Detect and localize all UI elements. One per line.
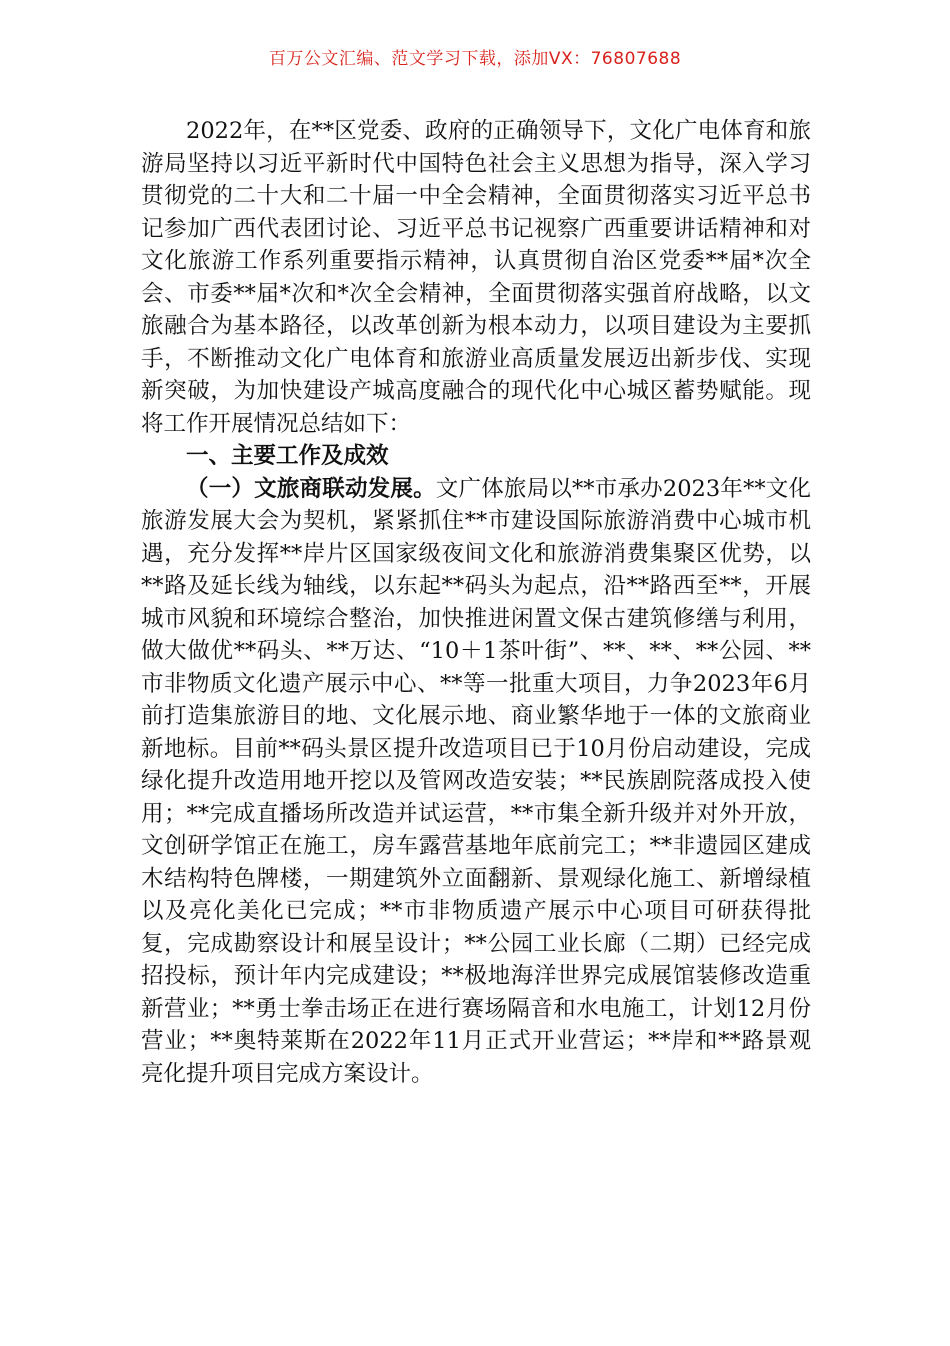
section-heading: 一、主要工作及成效: [186, 443, 389, 469]
subsection-text: 文广体旅局以**市承办2023年**文化旅游发展大会为契机，紧紧抓住**市建设国际旅游消费中心城市机遇，充分发挥**岸片区国家级夜间文化和旅游消费集聚区优势，以**路及延长线为轴线，以东起**码头为起点，沿**路西至**，开展城市风貌和环境综合整治，加快推进闲置文保古建筑修缮与利用，做大做优**码头、**万达、“10＋1茶叶街”、**、**、**公园、**市非物质文化遗产展示中心、**等一批重大项目，力争2023年6月前打造集旅游目的地、文化展示地、商业繁华地于一体的文旅商业新地标。目前**码头景区提升改造项目已于10月份启动建设，完成绿化提升改造用地开挖以及管网改造安装；**民族剧院落成投入使用；**完成直播场所改造并试运营，**市集全新升级并对外开放，文创研学馆正在施工，房车露营基地年底前完工；**非遗园区建成木结构特色牌楼，一期建筑外立面翻新、景观绿化施工、新增绿植以及亮化美化已完成；**市非物质遗产展示中心项目可研获得批复，完成勘察设计和展呈设计；**公园工业长廊（二期）已经完成招投标，预计年内完成建设；**极地海洋世界完成展馆装修改造重新营业；**勇士拳击场正在进行赛场隔音和水电施工，计划12月份营业；**奥特莱斯在2022年11月正式开业营运；**岸和**路景观亮化提升项目完成方案设计。: [141, 475, 811, 1087]
subsection-heading: （一）文旅商联动发展。: [186, 475, 436, 502]
subsection-paragraph: [141, 473, 811, 1091]
intro-paragraph: 2022年，在**区党委、政府的正确领导下，文化广电体育和旅游局坚持以习近平新时代中国特色社会主义思想为指导，深入学习贯彻党的二十大和二十届一中全会精神，全面贯彻落实习近平总书记参加广西代表团讨论、习近平总书记视察广西重要讲话精神和对文化旅游工作系列重要指示精神，认真贯彻自治区党委**届*次全会、市委**届*次和*次全会精神，全面贯彻落实强首府战略，以文旅融合为基本路径，以改革创新为根本动力，以项目建设为主要抓手，不断推动文化广电体育和旅游业高质量发展迈出新步伐、实现新突破，为加快建设产城高度融合的现代化中心城区蓄势赋能。现将工作开展情况总结如下：: [141, 118, 811, 437]
document-body: [141, 115, 811, 1090]
watermark-banner: 百万公文汇编、范文学习下载，添加VX：76807688: [268, 49, 682, 69]
